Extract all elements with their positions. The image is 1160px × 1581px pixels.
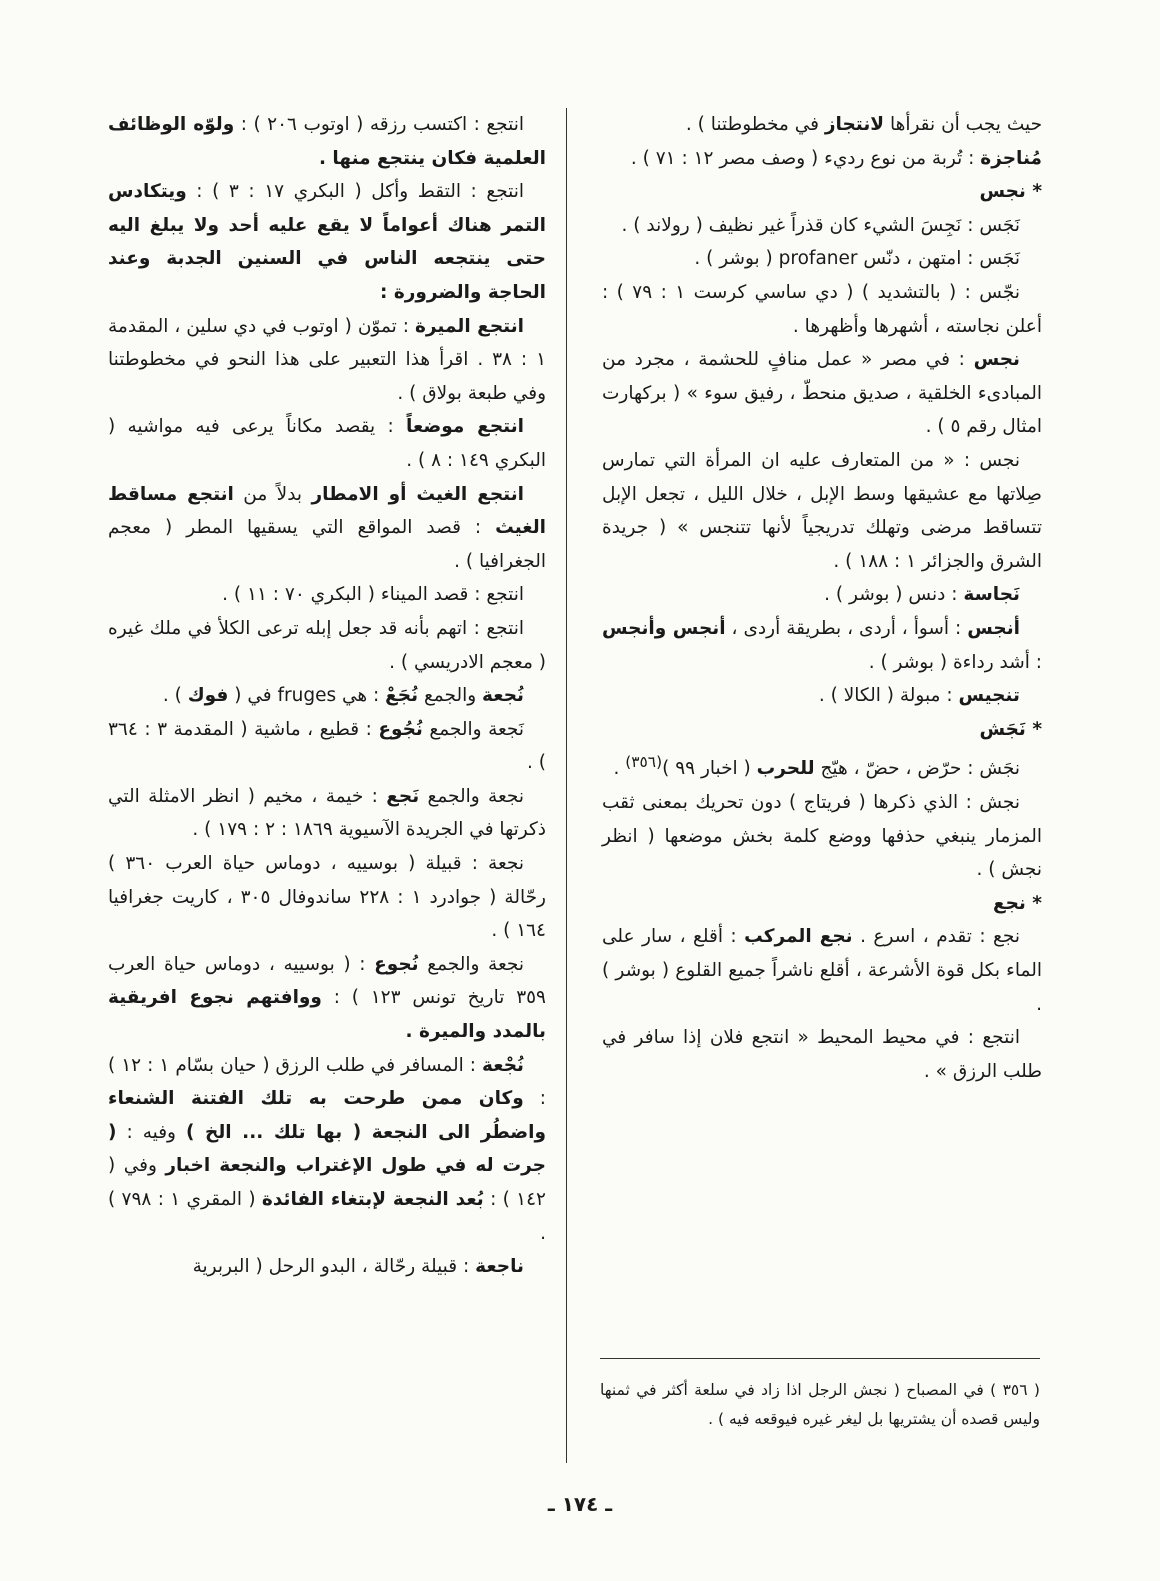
entry-paragraph: انتجع : في محيط المحيط « انتجع فلان إذا سافر في طلب الرزق » . xyxy=(602,1027,1042,1082)
entry-paragraph: ناجعة : قبيلة رحّالة ، البدو الرحل ( البربرية xyxy=(192,1256,524,1278)
entry-paragraph: انتجع موضعاً : يقصد مكاناً يرعى فيه مواشيه ( البكري ١٤٩ : ٨ ) . xyxy=(108,416,546,471)
entry-paragraph: نَجَس : امتهن ، دنّس profaner ( بوشر ) . xyxy=(694,248,1020,270)
entry-paragraph: تنجيس : مبولة ( الكالا ) . xyxy=(818,685,1020,707)
entry-paragraph: نجش : الذي ذكرها ( فريتاج ) دون تحريك بمعنى ثقب المزمار ينبغي حذفها ووضع كلمة بخش موضعها ( انظر نجش ) . xyxy=(602,792,1042,881)
entry-paragraph: نجَش : حرّض ، حضّ ، هيّج للحرب ( اخبار ٩٩ )$^{(٣٥٦)}$ . xyxy=(613,753,1020,780)
left-column xyxy=(108,108,546,1284)
entry-heading: * نجع xyxy=(992,892,1042,914)
entry-paragraph: مُناجزة : تُربة من نوع رديء ( وصف مصر ١٢ : ٧١ ) . xyxy=(630,147,1042,169)
entry-paragraph: انتجع : اتهم بأنه قد جعل إبله ترعى الكلأ في ملك غيره ( معجم الادريسي ) . xyxy=(108,617,546,673)
entry-paragraph: نجس : « من المتعارف عليه ان المرأة التي تمارس صِلاتها مع عشيقها وسط الإبل ، خلال الليل ، تجعل الإبل تتساقط مرضى وتهلك تدريجياً لأنها تتنجس » ( جريدة الشرق والجزائر ١ : ١٨٨ ) . xyxy=(602,449,1042,572)
entry-paragraph: نجعة والجمع نَجع : خيمة ، مخيم ( انظر الامثلة التي ذكرتها في الجريدة الآسيوية ١٨٦٩ : ٢ : ١٧٩ ) . xyxy=(108,785,546,841)
entry-paragraph: نَجعة والجمع نُجُوع : قطيع ، ماشية ( المقدمة ٣ : ٣٦٤ ) . xyxy=(108,718,546,774)
entry-paragraph: انتجع : قصد الميناء ( البكري ٧٠ : ١١ ) . xyxy=(222,584,524,606)
entry-paragraph: انتجع : اكتسب رزقه ( اوتوب ٢٠٦ ) : ولوّه الوظائف العلمية فكان ينتجع منها . xyxy=(108,114,546,169)
entry-paragraph: حيث يجب أن نقرأها لانتجاز في مخطوطتنا ) . xyxy=(685,114,1042,135)
page-number: ـ ١٧٤ ـ xyxy=(547,1492,613,1516)
entry-paragraph: نُجعة والجمع نُجَعْ : هي fruges في ( فوك ) . xyxy=(162,685,524,707)
entry-paragraph: انتجع : التقط وأكل ( البكري ١٧ : ٣ ) : ويتكادس التمر هناك أعواماً لا يقع عليه أحد ولا يبلغ اليه حتى ينتجعه الناس في السنين الجدبة وعند الحاجة والضرورة : xyxy=(108,181,546,303)
entry-paragraph: نَجَس : نَجِسَ الشيء كان قذراً غير نظيف ( رولاند ) . xyxy=(621,214,1020,236)
entry-paragraph: نجعة والجمع نُجوع : ( بوسييه ، دوماس حياة العرب ٣٥٩ تاريخ تونس ١٢٣ ) : ووافتهم نجوع افريقية بالمدد والميرة . xyxy=(108,953,546,1043)
entry-paragraph: انتجع الميرة : تموّن ( اوتوب في دي سلين ، المقدمة ١ : ٣٨ . اقرأ هذا التعبير على هذا النحو في مخطوطتنا وفي طبعة بولاق ) . xyxy=(108,315,546,404)
footnote-text: ( ٣٥٦ ) في المصباح ( نجش الرجل اذا زاد في سلعة أكثر في ثمنها وليس قصده أن يشتريها بل ليغر غيره فيوقعه فيه ) . xyxy=(600,1381,1040,1428)
entry-paragraph: أنجس : أسوأ ، أردى ، بطريقة أردى ، أنجس وأنجس : أشد رداءة ( بوشر ) . xyxy=(602,617,1042,673)
entry-heading: * نجس xyxy=(979,181,1042,203)
right-column xyxy=(602,108,1042,1088)
entry-paragraph: نجعة : قبيلة ( بوسييه ، دوماس حياة العرب ٣٦٠ ) رحّالة ( جوادرد ١ : ٢٢٨ ساندوفال ٣٠٥ ، كاريت جغرافيا ١٦٤ ) . xyxy=(108,853,546,942)
entry-heading: * نَجَش xyxy=(979,718,1042,740)
entry-paragraph: نَجاسة : دنس ( بوشر ) . xyxy=(824,584,1020,606)
entry-paragraph: نجع : تقدم ، اسرع . نجع المركب : أقلع ، سار على الماء بكل قوة الأشرعة ، أقلع ناشراً جميع القلوع ( بوشر ) . xyxy=(602,926,1042,1015)
entry-paragraph: نجّس : ( بالتشديد ) ( دي ساسي كرست ١ : ٧٩ ) : أعلن نجاسته ، أشهرها وأظهرها . xyxy=(602,281,1042,337)
footnote-rule xyxy=(600,1358,1040,1359)
entry-paragraph: نُجْعة : المسافر في طلب الرزق ( حيان بسّام ١ : ١٢ ) : وكان ممن طرحت به تلك الفتنة الشنعاء واضطُر الى النجعة ( بها تلك ... الخ ) وفيه : ( جرت له في طول الإغتراب والنجعة اخبار وفي ( ١٤٢ ) : بُعد النجعة لإبتغاء الفائدة ( المقري ١ : ٧٩٨ ) . xyxy=(108,1054,546,1244)
footnote xyxy=(600,1376,1040,1434)
entry-paragraph: انتجع الغيث أو الامطار بدلاً من انتجع مساقط الغيث : قصد المواقع التي يسقيها المطر ( معجم الجغرافيا ) . xyxy=(108,483,546,572)
entry-paragraph: نجس : في مصر « عمل منافٍ للحشمة ، مجرد من المبادىء الخلقية ، صديق منحطّ ، رفيق سوء » ( بركهارت امثال رقم ٥ ) . xyxy=(602,349,1042,438)
column-divider xyxy=(566,108,567,1463)
